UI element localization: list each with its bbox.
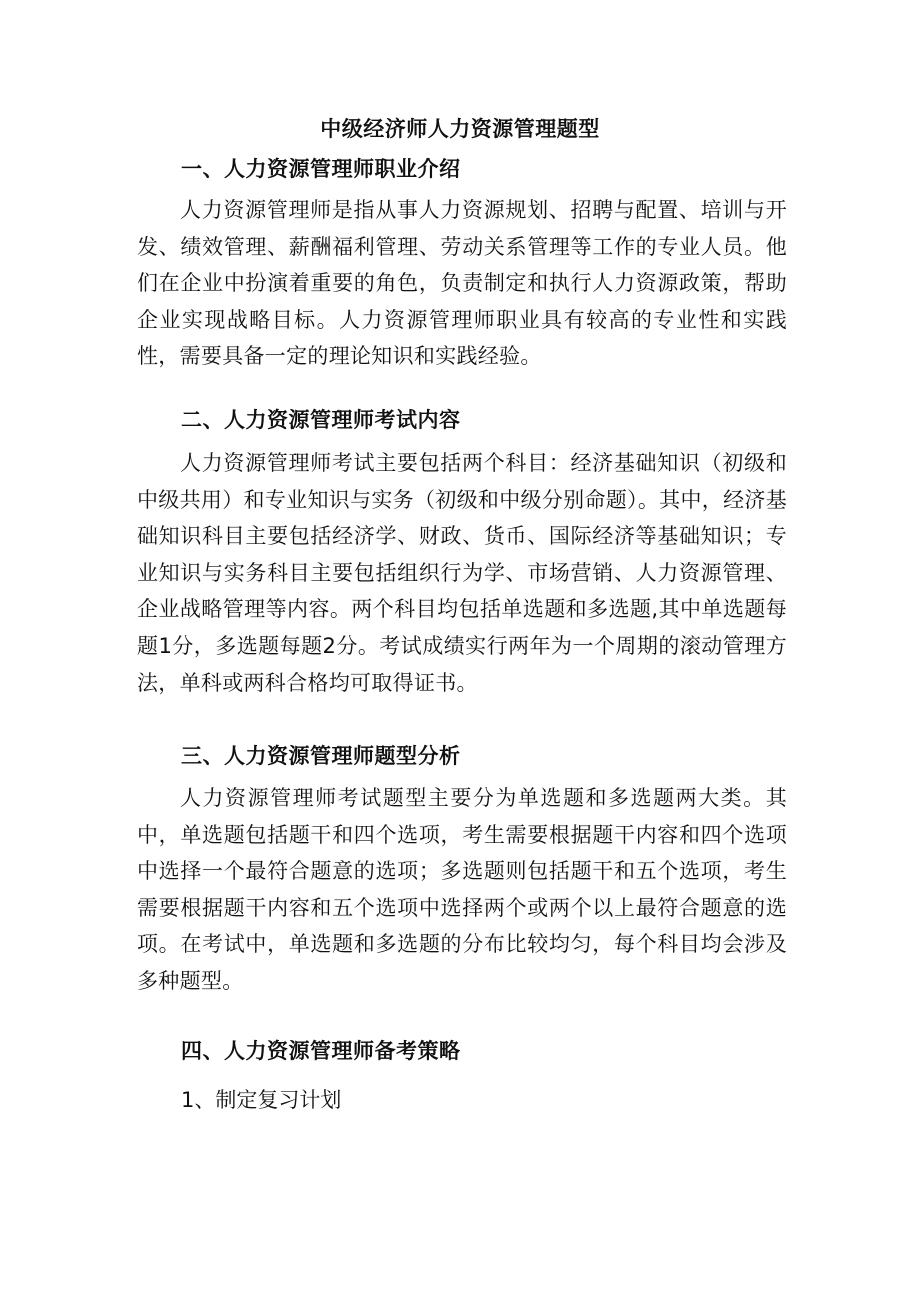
section-heading-1: 一、人力资源管理师职业介绍 xyxy=(181,157,461,181)
document-title: 中级经济师人力资源管理题型 xyxy=(320,117,600,141)
section-body-3: 人力资源管理师考试题型主要分为单选题和多选题两大类。其中，单选题包括题干和四个选项，考生需要根据题干内容和四个选项中选择一个最符合题意的选项；多选题则包括题干和五个选项，考生需要根据题干内容和五个选项中选择两个或两个以上最符合题意的选项。在考试中，单选题和多选题的分布比较均匀，每个科目均会涉及多种题型。 xyxy=(137,786,787,993)
list-item-1: 1、制定复习计划 xyxy=(181,1088,342,1112)
section-heading-3: 三、人力资源管理师题型分析 xyxy=(181,744,461,768)
section-body-2: 人力资源管理师考试主要包括两个科目：经济基础知识（初级和中级共用）和专业知识与实务（初级和中级分别命题）。其中，经济基础知识科目主要包括经济学、财政、货币、国际经济等基础知识；专业知识与实务科目主要包括组织行为学、市场营销、人力资源管理、企业战略管理等内容。两个科目均包括单选题和多选题,其中单选题每题1分，多选题每题2分。考试成绩实行两年为一个周期的滚动管理方法，单科或两科合格均可取得证书。 xyxy=(137,451,787,695)
section-heading-4: 四、人力资源管理师备考策略 xyxy=(181,1039,461,1063)
section-heading-2: 二、人力资源管理师考试内容 xyxy=(181,408,461,432)
section-body-1: 人力资源管理师是指从事人力资源规划、招聘与配置、培训与开发、绩效管理、薪酬福利管理、劳动关系管理等工作的专业人员。他们在企业中扮演着重要的角色，负责制定和执行人力资源政策，帮助企业实现战略目标。人力资源管理师职业具有较高的专业性和实践性，需要具备一定的理论知识和实践经验。 xyxy=(137,198,787,369)
